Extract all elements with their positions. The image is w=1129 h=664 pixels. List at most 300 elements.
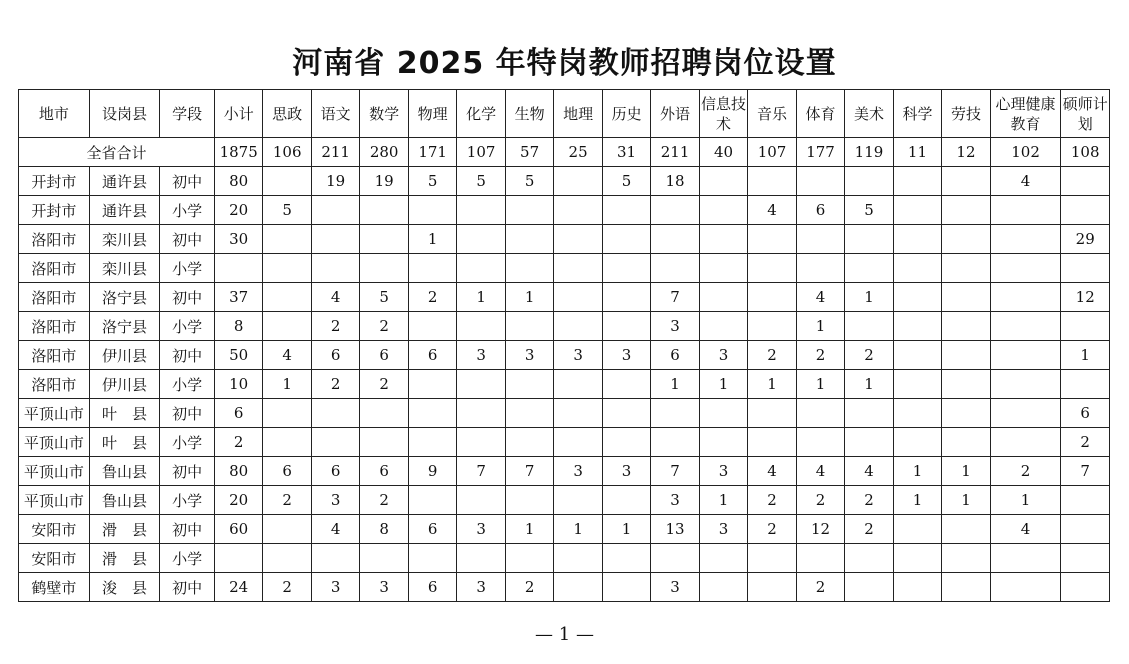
count-cell [408, 196, 456, 225]
count-cell [214, 544, 262, 573]
count-cell [554, 486, 602, 515]
count-cell: 1 [263, 370, 311, 399]
total-row [19, 138, 1110, 167]
count-cell [796, 399, 844, 428]
count-cell [360, 399, 408, 428]
count-cell: 4 [796, 283, 844, 312]
count-cell: 4 [748, 457, 796, 486]
count-cell [408, 486, 456, 515]
count-cell [263, 312, 311, 341]
county-cell: 叶 县 [89, 428, 160, 457]
count-cell: 2 [845, 515, 893, 544]
count-cell: 6 [796, 196, 844, 225]
count-cell [748, 254, 796, 283]
count-cell [457, 544, 505, 573]
count-cell: 1 [602, 515, 650, 544]
count-cell [942, 573, 990, 602]
count-cell: 2 [748, 515, 796, 544]
count-cell: 8 [360, 515, 408, 544]
count-cell: 2 [360, 312, 408, 341]
stage-cell: 初中 [160, 457, 215, 486]
city-cell: 洛阳市 [19, 283, 90, 312]
count-cell: 1 [1061, 341, 1110, 370]
count-cell [505, 254, 553, 283]
count-cell: 7 [457, 457, 505, 486]
count-cell [893, 399, 941, 428]
count-cell: 19 [311, 167, 359, 196]
count-cell: 2 [748, 341, 796, 370]
county-cell: 伊川县 [89, 370, 160, 399]
total-cell: 107 [748, 138, 796, 167]
count-cell [311, 254, 359, 283]
count-cell: 5 [457, 167, 505, 196]
count-cell [845, 573, 893, 602]
stage-cell: 初中 [160, 283, 215, 312]
count-cell: 1 [505, 515, 553, 544]
table-row [19, 428, 1110, 457]
count-cell: 2 [311, 370, 359, 399]
count-cell [748, 428, 796, 457]
count-cell: 3 [554, 341, 602, 370]
count-cell: 2 [263, 573, 311, 602]
count-cell [893, 515, 941, 544]
count-cell [263, 428, 311, 457]
column-header: 外语 [651, 90, 699, 138]
count-cell: 1 [845, 283, 893, 312]
count-cell [942, 399, 990, 428]
count-cell [699, 225, 747, 254]
count-cell: 1 [408, 225, 456, 254]
county-cell: 滑 县 [89, 544, 160, 573]
count-cell [699, 196, 747, 225]
city-cell: 鹤壁市 [19, 573, 90, 602]
count-cell [651, 544, 699, 573]
count-cell: 1 [748, 370, 796, 399]
count-cell [554, 573, 602, 602]
count-cell [796, 428, 844, 457]
city-cell: 开封市 [19, 167, 90, 196]
stage-cell: 初中 [160, 167, 215, 196]
count-cell [990, 341, 1061, 370]
count-cell [942, 341, 990, 370]
column-header: 美术 [845, 90, 893, 138]
count-cell [263, 399, 311, 428]
county-cell: 通许县 [89, 167, 160, 196]
count-cell [457, 428, 505, 457]
count-cell [651, 399, 699, 428]
count-cell: 3 [651, 573, 699, 602]
county-cell: 通许县 [89, 196, 160, 225]
page-number: — 1 — [535, 624, 594, 645]
count-cell [457, 370, 505, 399]
count-cell [893, 341, 941, 370]
count-cell [942, 544, 990, 573]
count-cell: 9 [408, 457, 456, 486]
city-cell: 洛阳市 [19, 225, 90, 254]
column-header: 设岗县 [89, 90, 160, 138]
table-row [19, 225, 1110, 254]
table-row [19, 312, 1110, 341]
count-cell [554, 196, 602, 225]
count-cell: 2 [505, 573, 553, 602]
count-cell: 18 [651, 167, 699, 196]
count-cell: 3 [457, 573, 505, 602]
count-cell [942, 254, 990, 283]
count-cell [360, 254, 408, 283]
stage-cell: 小学 [160, 370, 215, 399]
count-cell [602, 312, 650, 341]
total-cell: 102 [990, 138, 1061, 167]
total-cell: 119 [845, 138, 893, 167]
count-cell: 1 [893, 457, 941, 486]
count-cell: 1 [796, 370, 844, 399]
count-cell [457, 312, 505, 341]
count-cell [505, 196, 553, 225]
count-cell [893, 312, 941, 341]
count-cell [893, 428, 941, 457]
count-cell: 3 [651, 486, 699, 515]
stage-cell: 初中 [160, 399, 215, 428]
count-cell [311, 544, 359, 573]
count-cell [360, 225, 408, 254]
count-cell [602, 486, 650, 515]
count-cell: 4 [263, 341, 311, 370]
count-cell: 4 [990, 515, 1061, 544]
count-cell [845, 399, 893, 428]
count-cell [845, 167, 893, 196]
count-cell [263, 544, 311, 573]
city-cell: 安阳市 [19, 544, 90, 573]
count-cell: 1 [505, 283, 553, 312]
count-cell [748, 544, 796, 573]
stage-cell: 小学 [160, 312, 215, 341]
count-cell [845, 312, 893, 341]
count-cell [263, 167, 311, 196]
city-cell: 平顶山市 [19, 399, 90, 428]
column-header: 历史 [602, 90, 650, 138]
stage-cell: 初中 [160, 515, 215, 544]
count-cell [845, 254, 893, 283]
count-cell [505, 370, 553, 399]
count-cell [990, 370, 1061, 399]
county-cell: 鲁山县 [89, 457, 160, 486]
count-cell: 2 [796, 341, 844, 370]
count-cell [263, 254, 311, 283]
count-cell: 30 [214, 225, 262, 254]
count-cell: 6 [408, 573, 456, 602]
count-cell [360, 196, 408, 225]
count-cell: 1 [457, 283, 505, 312]
count-cell: 3 [699, 515, 747, 544]
count-cell [263, 515, 311, 544]
count-cell [699, 399, 747, 428]
count-cell: 4 [990, 167, 1061, 196]
count-cell: 5 [505, 167, 553, 196]
count-cell [505, 312, 553, 341]
count-cell: 6 [1061, 399, 1110, 428]
stage-cell: 初中 [160, 573, 215, 602]
count-cell: 3 [457, 341, 505, 370]
stage-cell: 初中 [160, 341, 215, 370]
count-cell [748, 312, 796, 341]
column-header: 地理 [554, 90, 602, 138]
city-cell: 洛阳市 [19, 254, 90, 283]
county-cell: 洛宁县 [89, 312, 160, 341]
count-cell: 80 [214, 457, 262, 486]
count-cell: 1 [699, 486, 747, 515]
count-cell [699, 573, 747, 602]
count-cell [602, 399, 650, 428]
count-cell: 20 [214, 196, 262, 225]
count-cell [942, 428, 990, 457]
count-cell: 5 [845, 196, 893, 225]
count-cell [699, 428, 747, 457]
count-cell: 7 [651, 283, 699, 312]
total-cell: 107 [457, 138, 505, 167]
count-cell: 1 [845, 370, 893, 399]
count-cell: 2 [748, 486, 796, 515]
count-cell: 4 [845, 457, 893, 486]
count-cell [990, 399, 1061, 428]
count-cell [748, 399, 796, 428]
table-header-row [19, 90, 1110, 138]
count-cell: 19 [360, 167, 408, 196]
count-cell: 3 [651, 312, 699, 341]
count-cell [505, 486, 553, 515]
count-cell: 50 [214, 341, 262, 370]
column-header: 生物 [505, 90, 553, 138]
count-cell [990, 544, 1061, 573]
count-cell [796, 544, 844, 573]
count-cell [942, 196, 990, 225]
count-cell [457, 196, 505, 225]
table-row [19, 457, 1110, 486]
count-cell: 6 [360, 457, 408, 486]
count-cell: 3 [457, 515, 505, 544]
county-cell: 叶 县 [89, 399, 160, 428]
stage-cell: 小学 [160, 544, 215, 573]
city-cell: 平顶山市 [19, 486, 90, 515]
count-cell: 5 [263, 196, 311, 225]
count-cell [554, 312, 602, 341]
column-header: 音乐 [748, 90, 796, 138]
count-cell [602, 544, 650, 573]
page-title: 河南省 2025 年特岗教师招聘岗位设置 [292, 46, 837, 81]
count-cell: 1 [942, 457, 990, 486]
total-cell: 211 [651, 138, 699, 167]
count-cell [748, 225, 796, 254]
total-cell: 108 [1061, 138, 1110, 167]
count-cell [1061, 515, 1110, 544]
county-cell: 浚 县 [89, 573, 160, 602]
count-cell: 3 [311, 486, 359, 515]
county-cell: 滑 县 [89, 515, 160, 544]
city-cell: 洛阳市 [19, 370, 90, 399]
column-header: 硕师计划 [1061, 90, 1110, 138]
stage-cell: 小学 [160, 196, 215, 225]
count-cell [990, 254, 1061, 283]
count-cell: 5 [408, 167, 456, 196]
count-cell [457, 486, 505, 515]
count-cell: 29 [1061, 225, 1110, 254]
count-cell [893, 573, 941, 602]
count-cell: 2 [408, 283, 456, 312]
count-cell: 37 [214, 283, 262, 312]
count-cell: 2 [845, 486, 893, 515]
count-cell [893, 283, 941, 312]
count-cell [554, 225, 602, 254]
count-cell: 1 [651, 370, 699, 399]
count-cell [1061, 370, 1110, 399]
column-header: 体育 [796, 90, 844, 138]
count-cell: 5 [602, 167, 650, 196]
stage-cell: 小学 [160, 254, 215, 283]
count-cell: 80 [214, 167, 262, 196]
count-cell [602, 225, 650, 254]
table-row [19, 399, 1110, 428]
count-cell [554, 254, 602, 283]
total-label: 全省合计 [19, 138, 215, 167]
count-cell [893, 254, 941, 283]
count-cell [1061, 544, 1110, 573]
county-cell: 伊川县 [89, 341, 160, 370]
city-cell: 开封市 [19, 196, 90, 225]
count-cell [845, 225, 893, 254]
county-cell: 洛宁县 [89, 283, 160, 312]
total-cell: 40 [699, 138, 747, 167]
count-cell: 2 [214, 428, 262, 457]
count-cell [263, 283, 311, 312]
count-cell [602, 283, 650, 312]
city-cell: 洛阳市 [19, 341, 90, 370]
count-cell [408, 254, 456, 283]
count-cell: 12 [796, 515, 844, 544]
table-row [19, 544, 1110, 573]
count-cell [942, 225, 990, 254]
count-cell [408, 428, 456, 457]
column-header: 思政 [263, 90, 311, 138]
total-cell: 177 [796, 138, 844, 167]
count-cell [214, 254, 262, 283]
count-cell: 10 [214, 370, 262, 399]
count-cell [893, 225, 941, 254]
total-cell: 1875 [214, 138, 262, 167]
count-cell [505, 544, 553, 573]
count-cell: 6 [408, 515, 456, 544]
count-cell: 1 [554, 515, 602, 544]
count-cell [845, 544, 893, 573]
count-cell [311, 225, 359, 254]
county-cell: 鲁山县 [89, 486, 160, 515]
total-cell: 280 [360, 138, 408, 167]
count-cell: 6 [311, 457, 359, 486]
total-cell: 12 [942, 138, 990, 167]
count-cell [505, 428, 553, 457]
count-cell: 3 [602, 457, 650, 486]
count-cell: 2 [311, 312, 359, 341]
stage-cell: 小学 [160, 486, 215, 515]
count-cell: 4 [311, 283, 359, 312]
county-cell: 栾川县 [89, 254, 160, 283]
count-cell [311, 196, 359, 225]
total-cell: 31 [602, 138, 650, 167]
table-row [19, 196, 1110, 225]
count-cell [554, 370, 602, 399]
column-header: 化学 [457, 90, 505, 138]
count-cell [602, 370, 650, 399]
count-cell [942, 370, 990, 399]
table-row [19, 341, 1110, 370]
count-cell [651, 196, 699, 225]
column-header: 小计 [214, 90, 262, 138]
count-cell [1061, 254, 1110, 283]
column-header: 数学 [360, 90, 408, 138]
stage-cell: 小学 [160, 428, 215, 457]
positions-table [18, 89, 1110, 602]
count-cell [263, 225, 311, 254]
count-cell [554, 167, 602, 196]
count-cell [796, 225, 844, 254]
table-row [19, 486, 1110, 515]
count-cell: 24 [214, 573, 262, 602]
county-cell: 栾川县 [89, 225, 160, 254]
column-header: 语文 [311, 90, 359, 138]
table-row [19, 167, 1110, 196]
count-cell: 4 [311, 515, 359, 544]
count-cell [699, 312, 747, 341]
total-cell: 211 [311, 138, 359, 167]
count-cell [1061, 486, 1110, 515]
count-cell: 6 [651, 341, 699, 370]
count-cell: 2 [845, 341, 893, 370]
column-header: 心理健康教育 [990, 90, 1061, 138]
table-row [19, 573, 1110, 602]
count-cell [311, 399, 359, 428]
count-cell [602, 196, 650, 225]
count-cell: 3 [602, 341, 650, 370]
count-cell [796, 167, 844, 196]
count-cell [554, 283, 602, 312]
count-cell [1061, 312, 1110, 341]
count-cell: 5 [360, 283, 408, 312]
count-cell: 3 [360, 573, 408, 602]
count-cell [990, 312, 1061, 341]
count-cell: 4 [748, 196, 796, 225]
table-row [19, 515, 1110, 544]
count-cell [748, 167, 796, 196]
count-cell [748, 573, 796, 602]
count-cell: 2 [360, 370, 408, 399]
count-cell: 6 [214, 399, 262, 428]
count-cell [699, 254, 747, 283]
count-cell: 2 [990, 457, 1061, 486]
count-cell: 6 [311, 341, 359, 370]
city-cell: 平顶山市 [19, 428, 90, 457]
count-cell [893, 167, 941, 196]
count-cell: 4 [796, 457, 844, 486]
count-cell: 2 [796, 486, 844, 515]
count-cell [457, 399, 505, 428]
count-cell [699, 544, 747, 573]
column-header: 信息技术 [699, 90, 747, 138]
total-cell: 25 [554, 138, 602, 167]
count-cell [893, 370, 941, 399]
count-cell [360, 428, 408, 457]
count-cell [602, 573, 650, 602]
count-cell: 1 [990, 486, 1061, 515]
city-cell: 平顶山市 [19, 457, 90, 486]
count-cell: 3 [311, 573, 359, 602]
